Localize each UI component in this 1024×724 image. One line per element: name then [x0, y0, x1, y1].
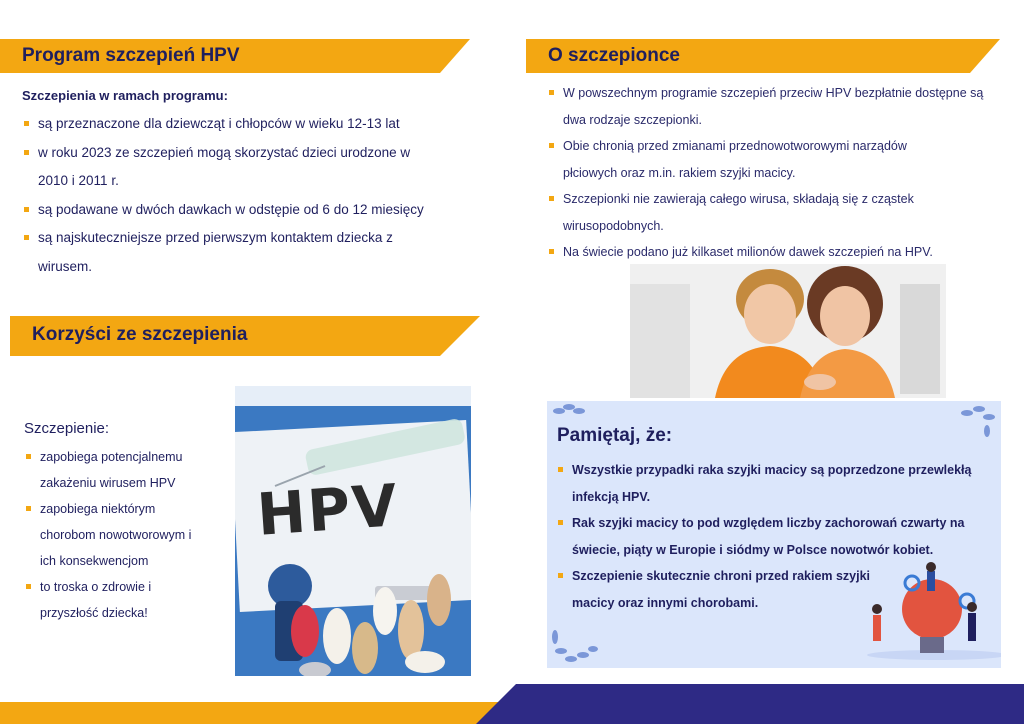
list-item: są najskuteczniejsze przed pierwszym kontaktem dziecka z wirusem.	[22, 224, 428, 281]
remember-title: Pamiętaj, że:	[557, 425, 673, 446]
list-item: Obie chronią przed zmianami przednowotworowymi narządów płciowych oraz m.in. rakiem szyjki macicy.	[547, 133, 963, 186]
children-photo	[630, 264, 946, 398]
program-title: Program szczepień HPV	[22, 45, 240, 66]
list-item: w roku 2023 ze szczepień mogą skorzystać dzieci urodzone w 2010 i 2011 r.	[22, 139, 438, 196]
list-item: zapobiega niektórym chorobom nowotworowym i ich konsekwencjom	[24, 496, 210, 574]
benefits-list	[24, 444, 214, 626]
list-item: Na świecie podano już kilkaset milionów dawek szczepień na HPV.	[547, 239, 997, 266]
benefits-banner	[10, 316, 480, 356]
list-item: Wszystkie przypadki raka szyjki macicy są poprzedzone przewlekłą infekcją HPV.	[556, 457, 977, 510]
benefits-title: Korzyści ze szczepienia	[32, 324, 248, 345]
about-list	[547, 80, 997, 266]
program-list	[22, 110, 462, 281]
remember-box	[547, 401, 1001, 668]
remember-list	[556, 457, 976, 616]
list-item: są przeznaczone dla dziewcząt i chłopców w wieku 12-13 lat	[22, 110, 462, 139]
hpv-vaccine-photo	[235, 386, 471, 676]
list-item: Rak szyjki macicy to pod względem liczby zachorowań czwarty na świecie, piąty w Europie i siódmy w Polsce nowotwór kobiet.	[556, 510, 987, 563]
list-item: to troska o zdrowie i przyszłość dziecka!	[24, 574, 190, 626]
about-title: O szczepionce	[548, 45, 680, 66]
list-item: Szczepienie skutecznie chroni przed rakiem szyjki macicy oraz innymi chorobami.	[556, 563, 877, 616]
list-item: W powszechnym programie szczepień przeciw HPV bezpłatnie dostępne są dwa rodzaje szczepionki.	[547, 80, 993, 133]
about-banner	[526, 39, 1000, 73]
benefits-intro: Szczepienie:	[24, 420, 110, 437]
list-item: są podawane w dwóch dawkach w odstępie od 6 do 12 miesięcy	[22, 196, 462, 225]
hpv-photo-label: HPV	[254, 471, 402, 549]
program-banner	[0, 39, 470, 73]
footer-bars	[0, 680, 1024, 724]
children-photo-illustration	[630, 264, 946, 398]
list-item: Szczepionki nie zawierają całego wirusa, składają się z cząstek wirusopodobnych.	[547, 186, 953, 239]
program-subtitle: Szczepienia w ramach programu:	[22, 88, 228, 103]
list-item: zapobiega potencjalnemu zakażeniu wirusem HPV	[24, 444, 200, 496]
